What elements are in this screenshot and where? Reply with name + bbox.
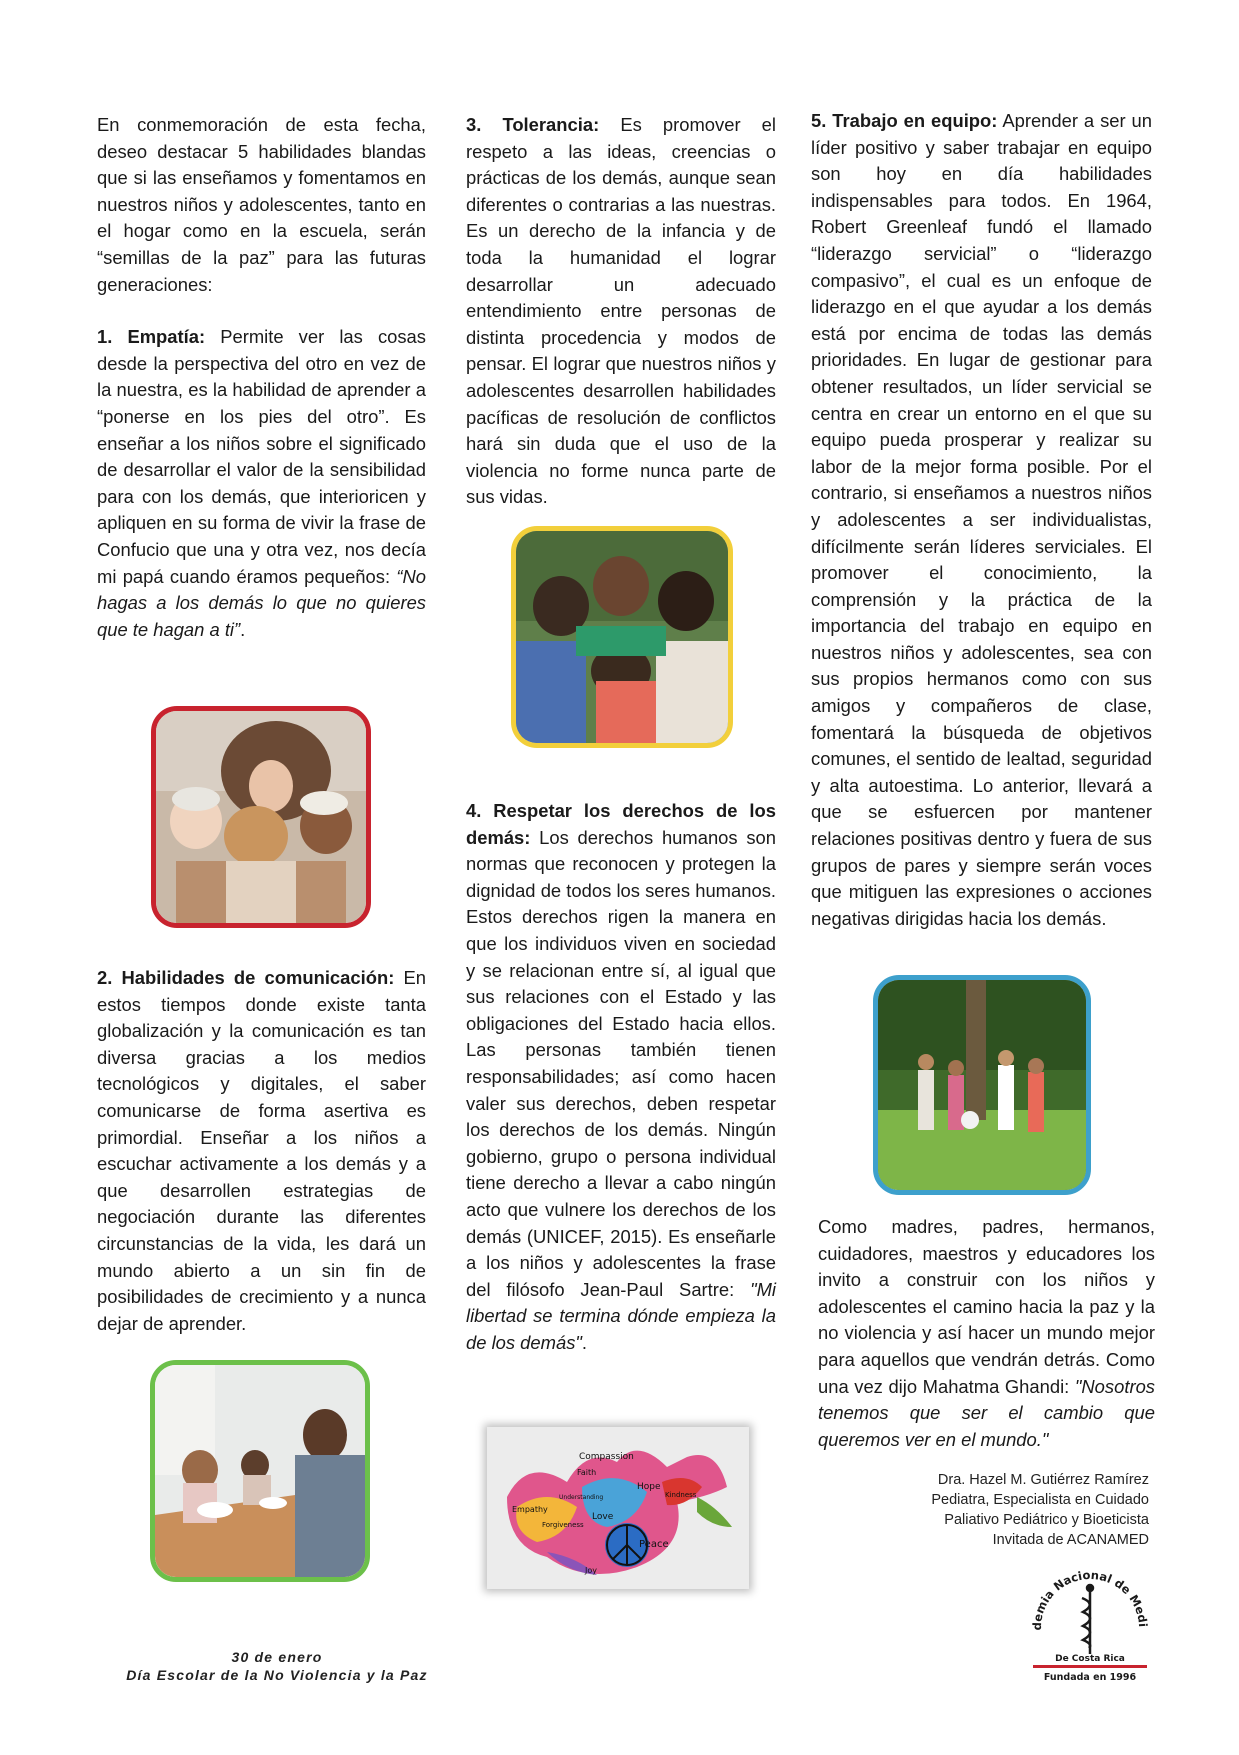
section-communication (97, 965, 426, 1337)
section-rights-end: . (581, 1331, 588, 1353)
mural-word-love: Love (592, 1512, 614, 1522)
logo-founded: Fundada en 1996 (1043, 1672, 1137, 1683)
closing-text: Como madres, padres, hermanos, cuidadores, maestros y educadores los invito a construir con los niños y adolescentes el camino hacia la paz y la no violencia y así hacer un mundo mejor para aquellos que vendrán detrás. Como una vez dijo Mahatma Ghandi: (818, 1216, 1155, 1397)
closing-paragraph (818, 1214, 1155, 1453)
page-footer (97, 1648, 457, 1684)
communication-photo (150, 1360, 370, 1582)
peace-mural-photo (487, 1427, 749, 1589)
footer-date: 30 de enero (231, 1649, 323, 1665)
mural-word-peace: Peace (639, 1539, 669, 1550)
section-communication-text: En estos tiempos donde existe tanta globalización y la comunicación es tan diversa gracias a los medios tecnológicos y digitales, el saber comunicarse de forma asertiva es primordial. Enseñar a los niños a escuchar activamente a los demás y a que desarrollen estrategias de negociación durante las diferentes circunstancias de la vida, les dará un mundo abierto a un sin fin de posibilidades de crecimiento y a nunca dejar de aprender. (97, 967, 426, 1334)
column-2-lower (466, 798, 776, 1382)
column-1-lower (97, 965, 426, 1363)
section-tolerance-text: Es promover el respeto a las ideas, creencias o prácticas de los demás, aunque sean diferentes o contrarias a las nuestras. Es un derecho de la infancia y de toda la humanidad el lograr desarrollar un adecuado entendimiento entre personas de distinta procedencia y modos de pensar. El lograr que nuestros niños y adolescentes desarrollen habilidades pacíficas de resolución de conflictos hará sin duda que el uso de la violencia no forme nunca parte de sus vidas. (466, 114, 776, 508)
section-empathy-title: 1. Empatía: (97, 326, 206, 348)
mural-word-faith: Faith (577, 1468, 597, 1477)
column-1 (97, 112, 426, 669)
author-name: Dra. Hazel M. Gutiérrez Ramírez (937, 1472, 1149, 1488)
author-signature (829, 1470, 1149, 1550)
mural-word-joy: Joy (585, 1566, 597, 1575)
section-teamwork (811, 108, 1152, 932)
section-empathy (97, 324, 426, 643)
section-rights-title: 4. Respetar los derechos de los demás: (466, 800, 776, 848)
mural-word-forgiveness: Forgiveness (542, 1521, 584, 1529)
mural-word-hope: Hope (637, 1482, 661, 1492)
caduceus-icon (1082, 1585, 1093, 1654)
intro-paragraph: En conmemoración de esta fecha, deseo destacar 5 habilidades blandas que si las enseñamos y fomentamos en nuestros niños y adolescentes, tanto en el hogar como en la escuela, serán “semillas de la paz” para las futuras generaciones: (97, 114, 426, 295)
section-empathy-text: Permite ver las cosas desde la perspectiva del otro en vez de la nuestra, es la habilidad de aprender a “ponerse en los pies del otro”. Es enseñar a los niños sobre el significado de desarrollar el valor de la sensibilidad para con los demás, que interioricen y apliquen en su forma de vivir la frase de Confucio que una y otra vez, nos decía mi papá cuando éramos pequeños: (97, 326, 426, 587)
section-rights-text: Los derechos humanos son normas que reconocen y protegen la dignidad de todos los seres humanos. Estos derechos rigen la manera en que los individuos viven en sociedad y se relacionan entre sí, al igual que sus relaciones con el Estado y las obligaciones del Estado hacia ellos. Las personas también tienen responsabilidades; así como hacen valer sus derechos, deben respetar los derechos de los demás. Ningún gobierno, grupo o persona individual tiene derecho a llevar a cabo ningún acto que vulnere los derechos de los demás (UNICEF, 2015). Es enseñarle a los niños y adolescentes la frase del filósofo Jean-Paul Sartre: (466, 826, 776, 1300)
empathy-photo (151, 706, 371, 928)
footer-event: Día Escolar de la No Violencia y la Paz (126, 1667, 428, 1683)
logo-country: De Costa Rica (1055, 1654, 1125, 1664)
section-rights (466, 798, 776, 1356)
section-teamwork-title: 5. Trabajo en equipo: (811, 110, 998, 131)
mural-word-compassion: Compassion (579, 1452, 634, 1462)
ghandi-quote: "Nosotros tenemos que ser el cambio que queremos ver en el mundo." (818, 1375, 1155, 1450)
author-affiliation: Invitada de ACANAMED (992, 1532, 1149, 1548)
tolerance-photo (511, 526, 733, 748)
mural-word-kindness: Kindness (665, 1491, 697, 1499)
teamwork-photo (873, 975, 1091, 1195)
section-communication-title: 2. Habilidades de comunicación: (97, 967, 395, 988)
logo-arc-text: demia Nacional de Medi (1029, 1567, 1151, 1631)
mural-word-understanding: Understanding (559, 1494, 604, 1501)
section-tolerance (466, 112, 776, 511)
acanamed-logo (1027, 1556, 1153, 1686)
author-title-1: Pediatra, Especialista en Cuidado (931, 1492, 1149, 1508)
section-tolerance-title: 3. Tolerancia: (466, 114, 600, 135)
sartre-quote: "Mi libertad se termina dónde empieza la de los demás" (466, 1278, 776, 1353)
column-3 (811, 108, 1152, 958)
svg-text:Academia Nacional de Medicina (1027, 1556, 1150, 1631)
mural-word-empathy: Empathy (512, 1505, 548, 1514)
confucius-quote: “No hagas a los demás lo que no quieres que te hagan a ti” (97, 565, 426, 640)
column-2 (466, 112, 776, 537)
author-title-2: Paliativo Pediátrico y Bioeticista (944, 1512, 1149, 1528)
section-empathy-end: . (240, 618, 246, 640)
section-teamwork-text: Aprender a ser un líder positivo y saber trabajar en equipo son hoy en día habilidades indispensables para todos. En 1964, Robert Greenleaf fundó el llamado “liderazgo servicial” o “liderazgo compasivo”, el cual es un enfoque de liderazgo en el que ayudar a los demás está por encima de todas las demás prioridades. En lugar de gestionar para obtener resultados, un líder servicial se centra en crear un entorno en el que su equipo pueda prosperar y realizar su labor de la mejor forma posible. Por el contrario, si enseñamos a nuestros niños y adolescentes a ser individualistas, difícilmente serán líderes serviciales. El promover el conocimiento, la comprensión y la práctica de la importancia del trabajo en equipo en nuestros niños y adolescentes, sea con sus propios hermanos como con sus amigos y compañeros de clase, fomentará la búsqueda de objetivos comunes, el sentido de lealtad, seguridad y alta autoestima. Lo anterior, llevará a que se esfuercen por mantener relaciones positivas dentro y fuera de sus grupos de pares y siempre serán voces que mitiguen las expresiones o acciones negativas dirigidas hacia los demás. (811, 110, 1153, 929)
